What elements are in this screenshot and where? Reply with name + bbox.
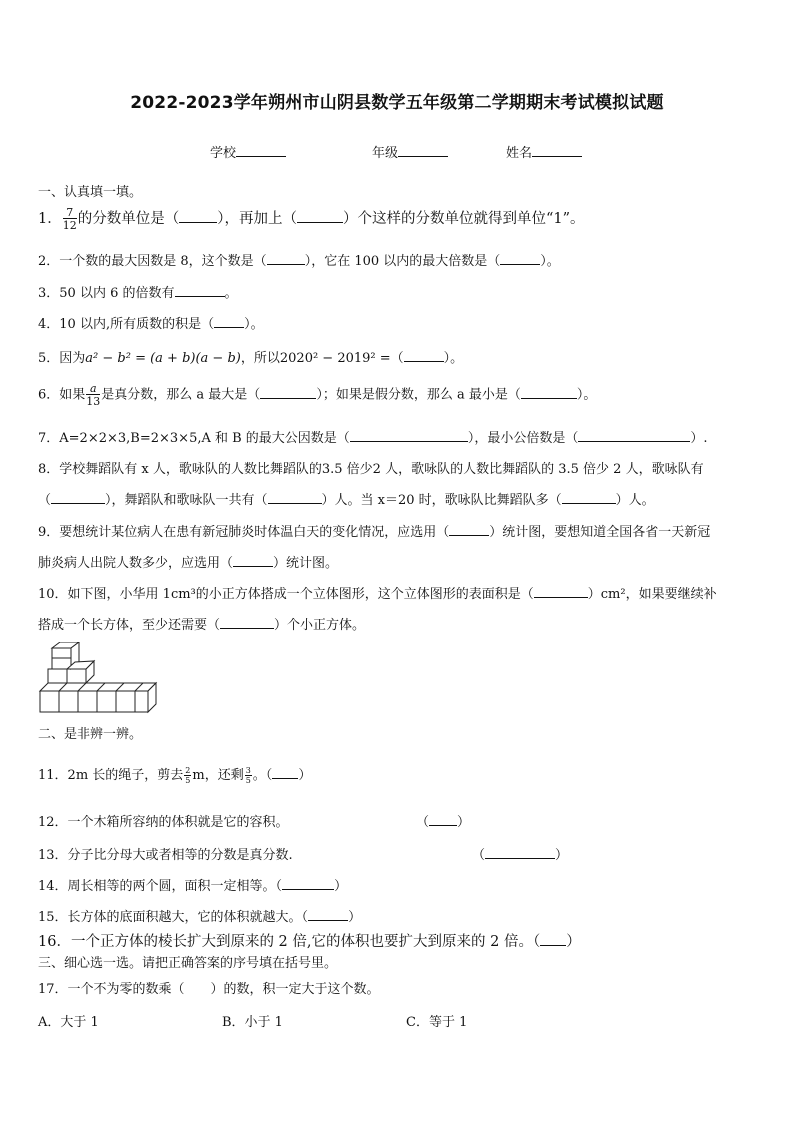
- q9-blank-1[interactable]: [449, 523, 489, 536]
- q1-fraction: $\frac{7}{12}$: [62, 206, 77, 232]
- question-15: 15．长方体的底面积越大，它的体积就越大。（ ）: [38, 910, 362, 925]
- q10-blank-2[interactable]: [220, 616, 274, 629]
- q1-blank-2[interactable]: [297, 210, 343, 223]
- question-14: 14．周长相等的两个圆，面积一定相等。（ ）: [38, 879, 348, 894]
- q6-blank-1[interactable]: [260, 386, 316, 399]
- section-3-heading: 三、细心选一选。请把正确答案的序号填在括号里。: [38, 956, 338, 971]
- grade-field[interactable]: [372, 142, 448, 161]
- q13-answer[interactable]: （ ）: [472, 848, 569, 863]
- question-8-line-2: （ ），舞蹈队和歌咏队一共有（ ）人。当 x＝20 时，歌咏队比舞蹈队多（ ）人。: [38, 493, 655, 508]
- q6-blank-2[interactable]: [521, 386, 577, 399]
- q15-blank[interactable]: [308, 908, 348, 921]
- question-11: 11．2m 长的绳子，剪去 $\frac{2}{5}$ m，还剩 $\frac{3}{5}$ 。（ ）: [38, 765, 312, 785]
- question-10-line-2: 搭成一个长方体，至少还需要（ ）个小正方体。: [38, 618, 366, 633]
- q11-fraction-2: $\frac{3}{5}$: [245, 765, 251, 785]
- school-label: 学校: [210, 146, 237, 161]
- question-6: 6．如果 $\frac{a}{13}$ 是真分数，那么 a 最大是（ ）；如果是假分数，那么 a 最小是（ ）。: [38, 382, 597, 408]
- q6-fraction: $\frac{a}{13}$: [86, 382, 101, 408]
- option-b[interactable]: B．小于 1: [222, 1015, 283, 1030]
- q1-number: 1．: [38, 211, 62, 227]
- page-title: 2022-2023学年朔州市山阴县数学五年级第二学期期末考试模拟试题: [130, 93, 664, 113]
- question-5: 5．因为a² − b² = (a + b)(a − b)，所以2020² − 2019² =（ ）。: [38, 351, 464, 366]
- question-17: 17．一个不为零的数乘（ ）的数，积一定大于这个数。: [38, 982, 380, 997]
- q5-formula-1: a² − b² = (a + b)(a − b): [85, 351, 241, 366]
- q1-blank-1[interactable]: [179, 210, 217, 223]
- section-2-heading: 二、是非辨一辨。: [38, 727, 143, 742]
- grade-blank[interactable]: [398, 144, 448, 157]
- grade-label: 年级: [372, 146, 399, 161]
- section-1-heading: 一、认真填一填。: [38, 185, 143, 200]
- cube-figure: [38, 642, 160, 716]
- question-9-line-1: 9．要想统计某位病人在患有新冠肺炎时体温白天的变化情况，应选用（ ）统计图，要想知道全国各省一天新冠: [38, 525, 711, 540]
- q13-blank[interactable]: [485, 846, 555, 859]
- question-9-line-2: 肺炎病人出院人数多少，应选用（ ）统计图。: [38, 556, 339, 571]
- q5-formula-2: 2020² − 2019² =: [279, 351, 391, 366]
- q14-blank[interactable]: [282, 877, 334, 890]
- question-16: 16．一个正方体的棱长扩大到原来的 2 倍,它的体积也要扩大到原来的 2 倍。（ ）: [38, 934, 581, 950]
- question-13: 13．分子比分母大或者相等的分数是真分数.: [38, 848, 293, 863]
- name-field[interactable]: [506, 142, 582, 161]
- q5-blank[interactable]: [404, 349, 444, 362]
- school-blank[interactable]: [236, 144, 286, 157]
- name-label: 姓名: [506, 146, 533, 161]
- q11-blank[interactable]: [272, 766, 298, 779]
- q11-fraction-1: $\frac{2}{5}$: [185, 765, 191, 785]
- question-3: 3．50 以内 6 的倍数有 。: [38, 286, 238, 301]
- question-12: 12．一个木箱所容纳的体积就是它的容积。: [38, 815, 289, 830]
- question-2: 2．一个数的最大因数是 8，这个数是（ ），它在 100 以内的最大倍数是（ ）。: [38, 254, 560, 269]
- q16-blank[interactable]: [540, 933, 566, 946]
- q7-blank-2[interactable]: [578, 429, 690, 442]
- question-4: 4．10 以内,所有质数的积是（ ）。: [38, 317, 264, 332]
- option-a[interactable]: A．大于 1: [38, 1015, 99, 1030]
- question-7: 7．A=2×2×3,B=2×3×5,A 和 B 的最大公因数是（ ），最小公倍数是（ ）.: [38, 431, 708, 446]
- school-field[interactable]: [210, 142, 286, 161]
- q12-blank[interactable]: [429, 813, 457, 826]
- name-blank[interactable]: [532, 144, 582, 157]
- question-8-line-1: 8．学校舞蹈队有 x 人，歌咏队的人数比舞蹈队的3.5 倍少2 人，歌咏队的人数比舞蹈队的 3.5 倍少 2 人，歌咏队有: [38, 462, 704, 477]
- q10-blank-1[interactable]: [534, 585, 588, 598]
- question-10-line-1: 10．如下图，小华用 1cm³的小正方体搭成一个立体图形，这个立体图形的表面积是（ ）cm²，如果要继续补: [38, 587, 717, 602]
- question-1: 1． $\frac{7}{12}$ 的分数单位是（ ），再加上（ ）个这样的分数单位就得到单位“1”。: [38, 206, 585, 232]
- q4-blank[interactable]: [214, 315, 244, 328]
- q9-blank-2[interactable]: [233, 554, 273, 567]
- q3-blank[interactable]: [175, 284, 225, 297]
- q2-blank-2[interactable]: [500, 252, 540, 265]
- q8-blank-2[interactable]: [268, 491, 322, 504]
- q7-blank-1[interactable]: [350, 429, 468, 442]
- q8-blank-1[interactable]: [51, 491, 105, 504]
- q8-blank-3[interactable]: [562, 491, 616, 504]
- q12-answer[interactable]: （ ）: [416, 815, 471, 830]
- q2-blank-1[interactable]: [267, 252, 305, 265]
- option-c[interactable]: C．等于 1: [406, 1015, 468, 1030]
